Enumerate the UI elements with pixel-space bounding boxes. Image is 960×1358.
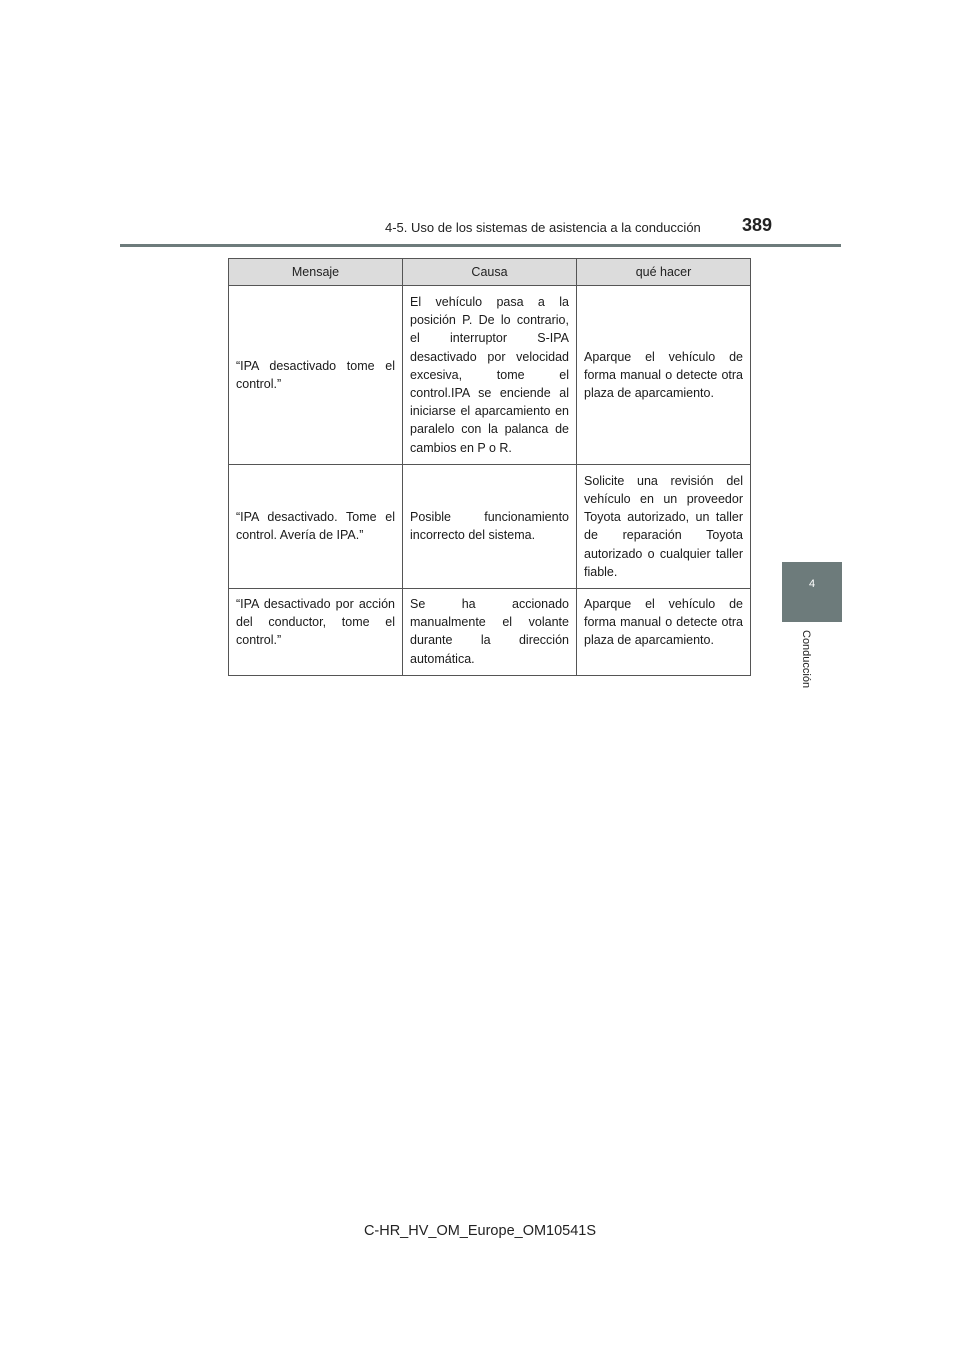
message-table <box>228 258 751 676</box>
column-header-mensaje: Mensaje <box>229 259 403 286</box>
table-row <box>229 464 751 588</box>
cell-causa: El vehículo pasa a la posición P. De lo contrario, el interruptor S-IPA desactivado por velocidad excesiva, tome el control.IPA se enciende al iniciarse el aparcamiento en paralelo con la palanca de cambios en P o R. <box>403 286 577 465</box>
cell-que-hacer: Aparque el vehículo de forma manual o detecte otra plaza de aparcamiento. <box>577 286 751 465</box>
page-number: 389 <box>742 215 773 235</box>
cell-que-hacer: Solicite una revisión del vehículo en un proveedor Toyota autorizado, un taller de reparación Toyota autorizado o cualquier taller fiable. <box>577 464 751 588</box>
document-id: C-HR_HV_OM_Europe_OM10541S <box>363 1223 597 1239</box>
table-header-row <box>229 259 751 286</box>
table-row <box>229 589 751 676</box>
chapter-tab <box>782 562 842 622</box>
section-title: 4-5. Uso de los sistemas de asistencia a la conducción <box>385 220 701 235</box>
column-header-que-hacer: qué hacer <box>577 259 751 286</box>
cell-causa: Posible funcionamiento incorrecto del sistema. <box>403 464 577 588</box>
cell-mensaje: “IPA desactivado por acción del conductor, tome el control.” <box>229 589 403 676</box>
table-row <box>229 286 751 465</box>
cell-que-hacer: Aparque el vehículo de forma manual o detecte otra plaza de aparcamiento. <box>577 589 751 676</box>
header-rule <box>120 244 841 247</box>
cell-mensaje: “IPA desactivado tome el control.” <box>229 286 403 465</box>
chapter-number: 4 <box>808 578 816 590</box>
chapter-label: Conducción <box>800 630 812 689</box>
column-header-causa: Causa <box>403 259 577 286</box>
cell-mensaje: “IPA desactivado. Tome el control. Avería de IPA.” <box>229 464 403 588</box>
cell-causa: Se ha accionado manualmente el volante durante la dirección automática. <box>403 589 577 676</box>
